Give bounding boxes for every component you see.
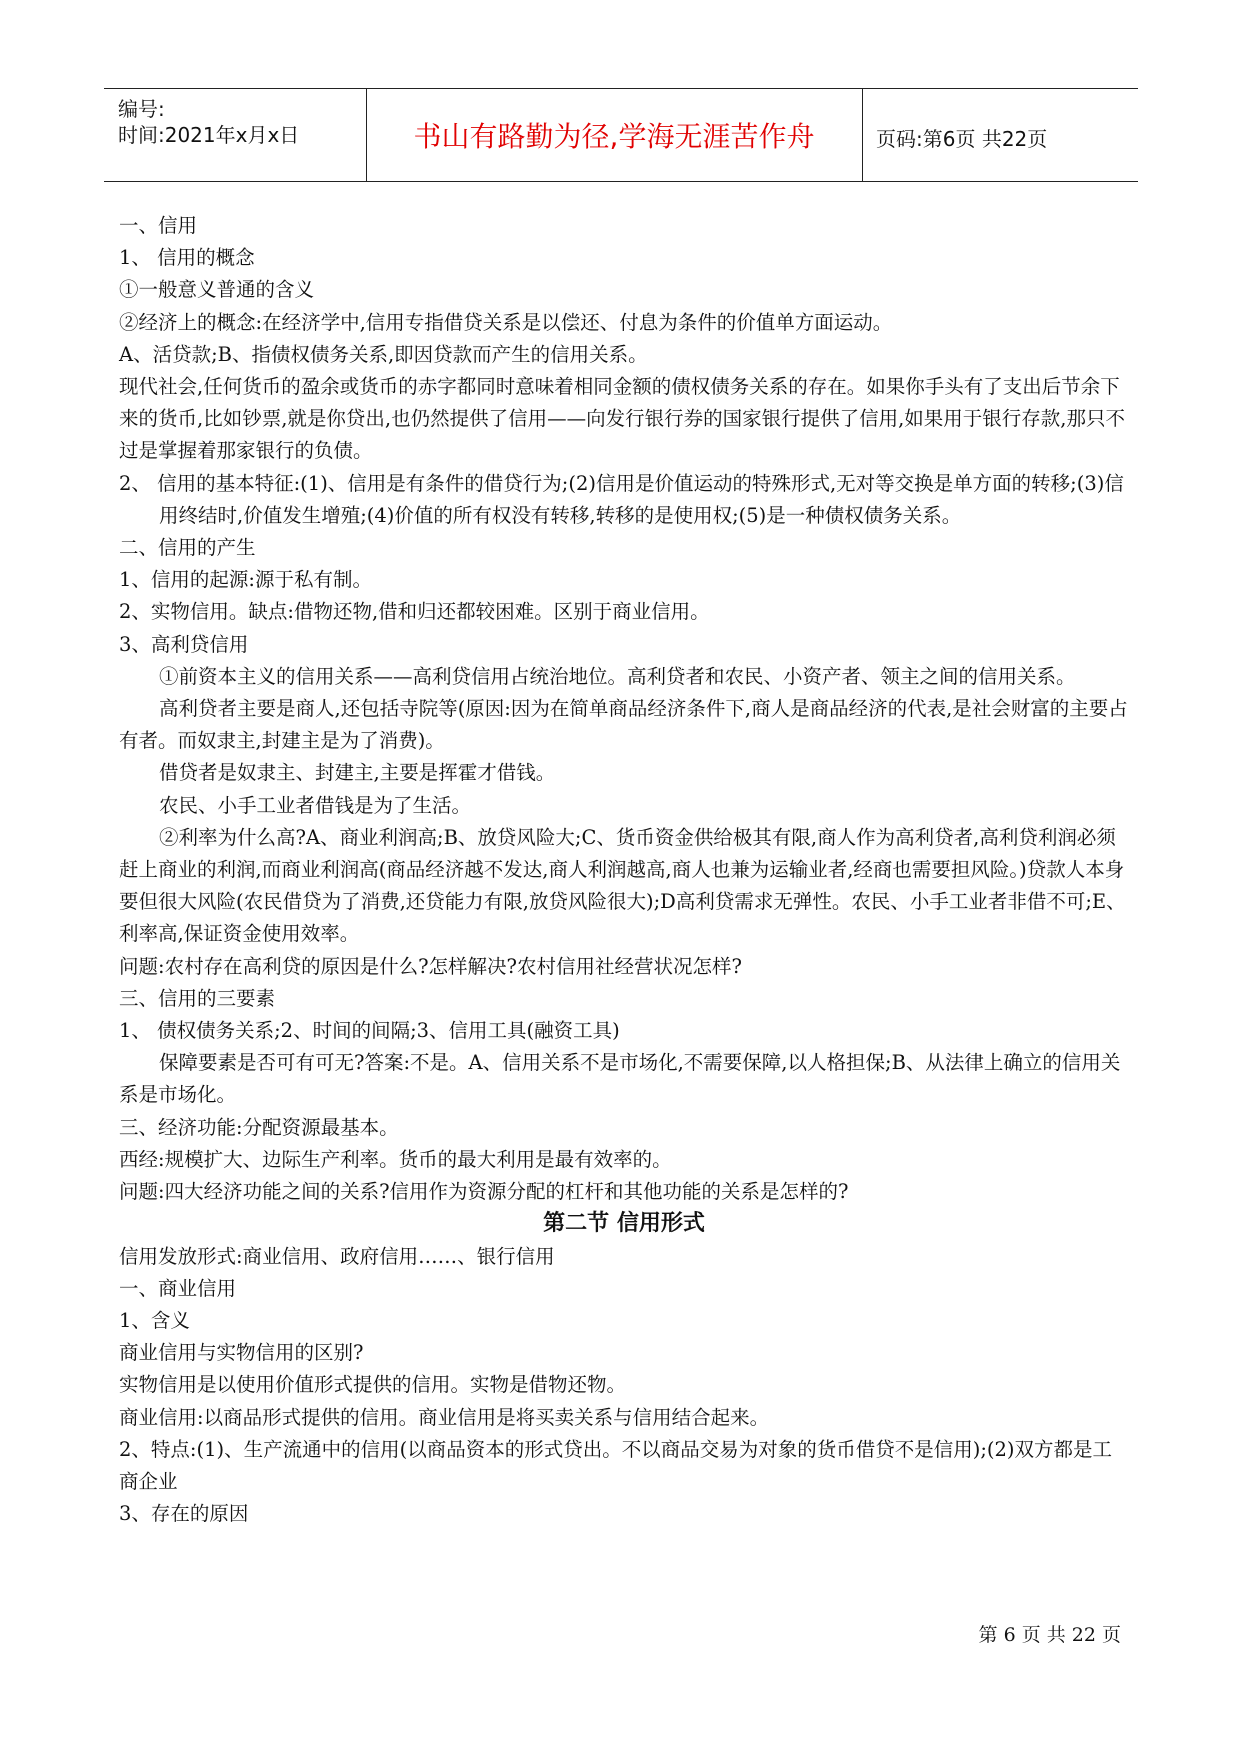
body-paragraph: 信用发放形式:商业信用、政府信用……、银行信用 bbox=[119, 1244, 555, 1268]
body-paragraph: 保障要素是否可有可无?答案:不是。A、信用关系不是市场化,不需要保障,以人格担保;B、从法律上确立的信用关系是市场化。 bbox=[119, 1051, 1121, 1107]
body-paragraph: 高利贷者主要是商人,还包括寺院等(原因:因为在简单商品经济条件下,商人是商品经济的代表,是社会财富的主要占有者。而奴隶主,封建主是为了消费)。 bbox=[119, 697, 1128, 753]
body-paragraph: 农民、小手工业者借钱是为了生活。 bbox=[159, 793, 472, 817]
body-paragraph: 西经:规模扩大、边际生产利率。货币的最大利用是最有效率的。 bbox=[119, 1147, 672, 1171]
body-paragraph: 1、 债权债务关系;2、时间的间隔;3、信用工具(融资工具) bbox=[119, 1019, 620, 1043]
body-paragraph: 三、经济功能:分配资源最基本。 bbox=[119, 1115, 399, 1139]
header-left-cell bbox=[104, 89, 367, 181]
body-paragraph: 一、信用 bbox=[119, 214, 198, 237]
body-paragraph: 3、高利贷信用 bbox=[119, 632, 249, 656]
body-paragraph: 2、实物信用。缺点:借物还物,借和归还都较困难。区别于商业信用。 bbox=[119, 600, 710, 624]
body-paragraph: A、活贷款;B、指债权债务关系,即因贷款而产生的信用关系。 bbox=[119, 342, 648, 366]
body-paragraph: 2、特点:(1)、生产流通中的信用(以商品资本的形式贷出。不以商品交易为对象的货币借贷不是信用);(2)双方都是工商企业 bbox=[119, 1437, 1113, 1493]
body-paragraph: 商业信用:以商品形式提供的信用。商业信用是将买卖关系与信用结合起来。 bbox=[119, 1405, 770, 1429]
body-paragraph: 1、 信用的概念 bbox=[119, 246, 255, 270]
body-paragraph: 问题:四大经济功能之间的关系?信用作为资源分配的杠杆和其他功能的关系是怎样的? bbox=[119, 1180, 849, 1204]
header-right-cell bbox=[862, 89, 1138, 181]
body-paragraph: 1、信用的起源:源于私有制。 bbox=[119, 568, 372, 592]
header-motto: 书山有路勤为径,学海无涯苦作舟 bbox=[413, 120, 815, 153]
document-time-label: 时间:2021年x月x日 bbox=[118, 123, 300, 147]
body-paragraph: ②经济上的概念:在经济学中,信用专指借贷关系是以偿还、付息为条件的价值单方面运动。 bbox=[119, 310, 893, 334]
header-page-info: 页码:第6页 共22页 bbox=[876, 127, 1048, 151]
page-header bbox=[104, 88, 1138, 182]
body-paragraph: 3、存在的原因 bbox=[119, 1502, 249, 1526]
document-body bbox=[119, 210, 1129, 1530]
body-paragraph: 2、 信用的基本特征:(1)、信用是有条件的借贷行为;(2)信用是价值运动的特殊形式,无对等交换是单方面的转移;(3)信用终结时,价值发生增殖;(4)价值的所有权没有转移,转移的是使用权;(5)是一种债权债务关系。 bbox=[119, 471, 1124, 527]
body-paragraph: 商业信用与实物信用的区别? bbox=[119, 1341, 364, 1365]
body-paragraph: 1、含义 bbox=[119, 1308, 190, 1332]
body-paragraph: ①前资本主义的信用关系——高利贷信用占统治地位。高利贷者和农民、小资产者、领主之间的信用关系。 bbox=[159, 664, 1076, 688]
body-paragraph: 二、信用的产生 bbox=[119, 536, 256, 560]
body-paragraph: 一、商业信用 bbox=[119, 1276, 237, 1300]
page-footer: 第 6 页 共 22 页 bbox=[978, 1624, 1121, 1646]
header-middle-cell bbox=[366, 89, 863, 181]
body-paragraph: ①一般意义普通的含义 bbox=[119, 278, 315, 302]
body-paragraph: 实物信用是以使用价值形式提供的信用。实物是借物还物。 bbox=[119, 1373, 627, 1397]
body-paragraph: 现代社会,任何货币的盈余或货币的赤字都同时意味着相同金额的债权债务关系的存在。如果你手头有了支出后节余下来的货币,比如钞票,就是你贷出,也仍然提供了信用——向发行银行券的国家银行提供了信用,如果用于银行存款,那只不过是掌握着那家银行的负债。 bbox=[119, 375, 1125, 463]
body-paragraph: ②利率为什么高?A、商业利润高;B、放贷风险大;C、货币资金供给极其有限,商人作为高利贷者,高利贷利润必须赶上商业的利润,而商业利润高(商品经济越不发达,商人利润越高,商人也兼为运输业者,经商也需要担风险。)贷款人本身要但很大风险(农民借贷为了消费,还贷能力有限,放贷风险很大);D高利贷需求无弹性。农民、小手工业者非借不可;E、利率高,保证资金使用效率。 bbox=[119, 825, 1126, 946]
body-paragraph: 借贷者是奴隶主、封建主,主要是挥霍才借钱。 bbox=[159, 761, 556, 785]
body-paragraph: 问题:农村存在高利贷的原因是什么?怎样解决?农村信用社经营状况怎样? bbox=[119, 954, 742, 978]
document-number-label: 编号: bbox=[118, 97, 165, 121]
body-paragraph: 三、信用的三要素 bbox=[119, 986, 276, 1010]
section-heading: 第二节 信用形式 bbox=[543, 1211, 705, 1237]
